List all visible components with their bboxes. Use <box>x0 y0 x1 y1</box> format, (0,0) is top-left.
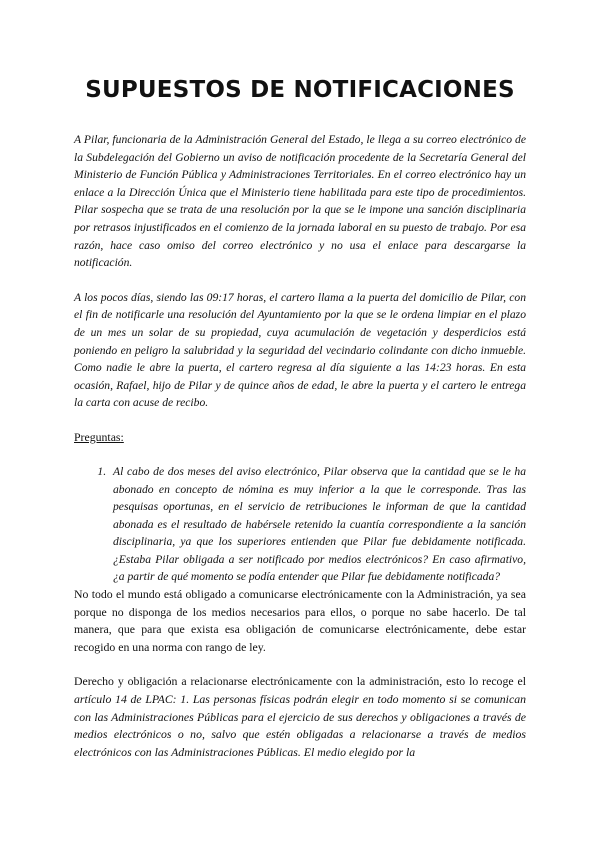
answer-2-legal-quote: artículo 14 de LPAC: 1. Las personas físicas podrán elegir en todo momento si se comunican con las Administraciones Públicas para el ejercicio de sus derechos y obligaciones a través de medios electrónicos o no, salvo que estén obligadas a relacionarse a través de medios electrónicos con las Administraciones Públicas. El medio elegido por la <box>74 692 526 759</box>
answer-paragraph-1: No todo el mundo está obligado a comunicarse electrónicamente con la Administración, ya sea porque no disponga de los medios necesarios para ellos, o porque no sabe hacerlo. De tal manera, que para que exista esa obligación de comunicarse electrónicamente, debe estar recogido en una norma con rango de ley. <box>74 587 526 654</box>
document-title: SUPUESTOS DE NOTIFICACIONES <box>85 77 515 103</box>
intro-paragraph-2: A los pocos días, siendo las 09:17 horas, el cartero llama a la puerta del domicilio de Pilar, con el fin de notificarle una resolución del Ayuntamiento por la que se le ordena limpiar en el plazo de un mes un solar de su propiedad, cuya acumulación de vegetación y desperdicios está poniendo en peligro la salubridad y la seguridad del vecindario colindante con dicho inmueble. Como nadie le abre la puerta, el cartero regresa al día siguiente a las 14:23 horas. En esta ocasión, Rafael, hijo de Pilar y de quince años de edad, le abre la puerta y el cartero le entrega la carta con acuse de recibo. <box>74 290 526 410</box>
intro-paragraph-1: A Pilar, funcionaria de la Administración General del Estado, le llega a su correo electrónico de la Subdelegación del Gobierno un aviso de notificación procedente de la Secretaría General del Ministerio de Función Pública y Administraciones Territoriales. En el correo electrónico hay un enlace a la Dirección Única que el Ministerio tiene habilitada para este tipo de procedimientos. Pilar sospecha que se trata de una resolución por la que se le impone una sanción disciplinaria por retrasos injustificados en el comienzo de la jornada laboral en su puesto de trabajo. Por esa razón, hace caso omiso del correo electrónico y no usa el enlace para descargarse la notificación. <box>74 133 526 270</box>
answer-2-lead: Derecho y obligación a relacionarse electrónicamente con la administración, esto lo recoge el <box>74 674 526 689</box>
questions-list <box>74 463 526 586</box>
questions-heading <box>74 428 526 446</box>
question-item-1: 1. Al cabo de dos meses del aviso electrónico, Pilar observa que la cantidad que se le ha abonado en concepto de nómina es muy inferior a la que le corresponde. Tras las pesquisas oportunas, en el servicio de retribuciones le informan de que la cantidad abonada es el resultado de habérsele retenido la cuantía correspondiente a la sanción disciplinaria, ya que los superiores entienden que Pilar fue debidamente notificada. ¿Estaba Pilar obligada a ser notificado por medios electrónicos? En caso afirmativo, ¿a partir de qué momento se podía entender que Pilar fue debidamente notificada? <box>109 463 526 586</box>
questions-label-colon: : <box>120 429 124 444</box>
answer-paragraph-2 <box>74 673 526 761</box>
questions-label: Preguntas <box>74 429 121 444</box>
